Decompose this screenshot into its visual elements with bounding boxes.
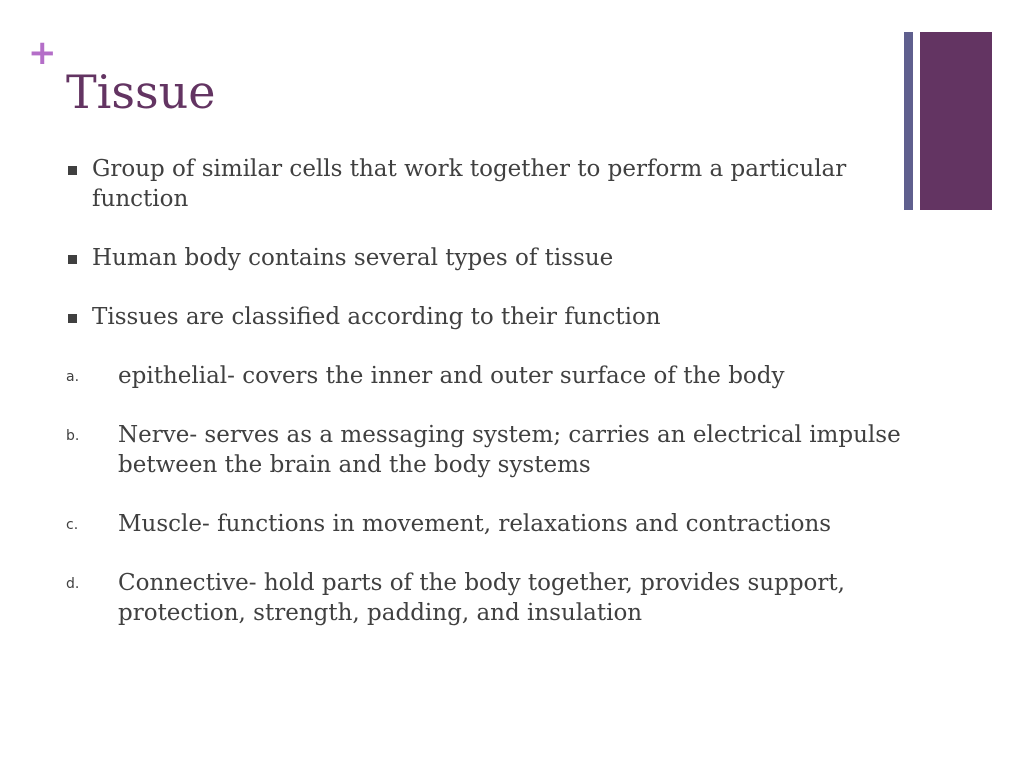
lettered-item — [66, 509, 906, 539]
slide-body — [66, 154, 906, 657]
bullet-text: Tissues are classified according to their function — [92, 304, 661, 330]
decorative-bar-thick — [920, 32, 992, 210]
square-bullet-icon — [68, 314, 77, 323]
lettered-item — [66, 361, 906, 391]
lettered-text: epithelial- covers the inner and outer surface of the body — [118, 363, 785, 389]
lettered-text: Muscle- functions in movement, relaxations and contractions — [118, 511, 832, 537]
bullet-item — [66, 243, 906, 273]
lettered-item — [66, 420, 906, 480]
square-bullet-icon — [68, 166, 77, 175]
slide-title: Tissue — [66, 65, 216, 119]
list-letter: a. — [66, 369, 80, 385]
lettered-text: Connective- hold parts of the body together, provides support, protection, strength, padding, and insulation — [118, 570, 845, 626]
square-bullet-icon — [68, 255, 77, 264]
list-letter: c. — [66, 517, 79, 533]
bullet-item — [66, 302, 906, 332]
lettered-text: Nerve- serves as a messaging system; carries an electrical impulse between the brain and the body systems — [118, 422, 901, 478]
bullet-text: Group of similar cells that work together to perform a particular function — [92, 156, 847, 212]
plus-icon: + — [28, 33, 57, 73]
bullet-item — [66, 154, 906, 214]
list-letter: b. — [66, 428, 80, 444]
list-letter: d. — [66, 576, 80, 592]
bullet-text: Human body contains several types of tissue — [92, 245, 614, 271]
lettered-item — [66, 568, 906, 628]
